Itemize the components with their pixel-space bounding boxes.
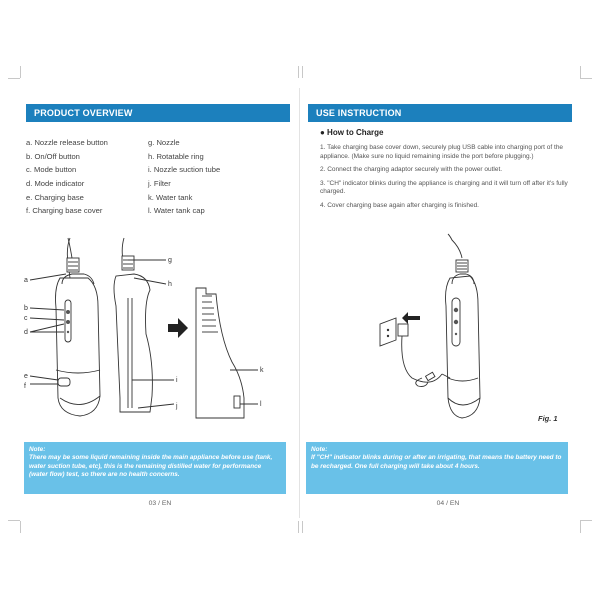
crop-mark [20, 521, 21, 533]
note-box [24, 442, 286, 494]
label-i: i [176, 377, 178, 384]
label-a: a [24, 277, 28, 284]
part-item: i. Nozzle suction tube [148, 165, 221, 175]
label-l: l [260, 401, 262, 408]
part-item: j. Filter [148, 179, 171, 189]
label-d: d [24, 329, 28, 336]
crop-mark [8, 78, 20, 79]
label-j: j [176, 403, 178, 410]
section-header-title: PRODUCT OVERVIEW [34, 108, 133, 118]
crop-mark [580, 78, 592, 79]
subheading: ● How to Charge [320, 128, 384, 137]
part-item: l. Water tank cap [148, 206, 205, 216]
label-g: g [168, 257, 172, 264]
part-item: d. Mode indicator [26, 179, 85, 189]
label-e: e [24, 373, 28, 380]
crop-mark [298, 66, 299, 78]
note-text: There may be some liquid remaining inside the main appliance before use (tank, water suction tube, etc), this is the remaining distilled water for performance (water flow) test, so there are no health concerns. [29, 454, 273, 479]
crop-mark [8, 520, 20, 521]
label-f: f [24, 383, 26, 390]
crop-mark [298, 521, 299, 533]
page-number: 04 / EN [436, 500, 460, 507]
part-item: k. Water tank [148, 192, 193, 202]
note-title: Note: [311, 446, 328, 453]
part-item: a. Nozzle release button [26, 138, 108, 147]
crop-mark [302, 66, 303, 78]
note-box [306, 442, 568, 494]
part-item: b. On/Off button [26, 151, 80, 161]
step-item: 3. "CH" indicator blinks during the appliance is charging and it will turn off after it's fully charged. [320, 179, 568, 196]
page-fold [299, 88, 300, 518]
crop-mark [580, 520, 592, 521]
crop-mark [20, 66, 21, 78]
page-number: 03 / EN [148, 500, 172, 507]
crop-mark [580, 66, 581, 78]
product-overview-page [20, 78, 298, 520]
label-k: k [260, 367, 264, 374]
part-item: c. Mode button [26, 165, 77, 175]
figure-label: Fig. 1 [538, 414, 558, 423]
section-header-title: USE INSTRUCTION [316, 108, 402, 118]
part-item: f. Charging base cover [26, 206, 103, 216]
label-b: b [24, 305, 28, 312]
note-text: If "CH" indicator blinks during or after an irrigating, that means the battery need to be recharged. One full charging will take about 4 hours. [311, 454, 562, 470]
step-item: 1. Take charging base cover down, securely plug USB cable into charging port of the appliance. (Make sure no liquid remaining inside the port before plugging.) [320, 144, 564, 160]
crop-mark [580, 521, 581, 533]
part-item: e. Charging base [26, 192, 84, 202]
label-c: c [24, 315, 28, 322]
label-h: h [168, 281, 172, 288]
step-item: 4. Cover charging base again after charging is finished. [320, 201, 479, 209]
part-item: g. Nozzle [148, 138, 180, 147]
note-title: Note: [29, 446, 46, 453]
step-item: 2. Connect the charging adaptor securely with the power outlet. [320, 166, 503, 174]
use-instruction-page [302, 78, 580, 520]
part-item: h. Rotatable ring [148, 151, 204, 161]
crop-mark [302, 521, 303, 533]
